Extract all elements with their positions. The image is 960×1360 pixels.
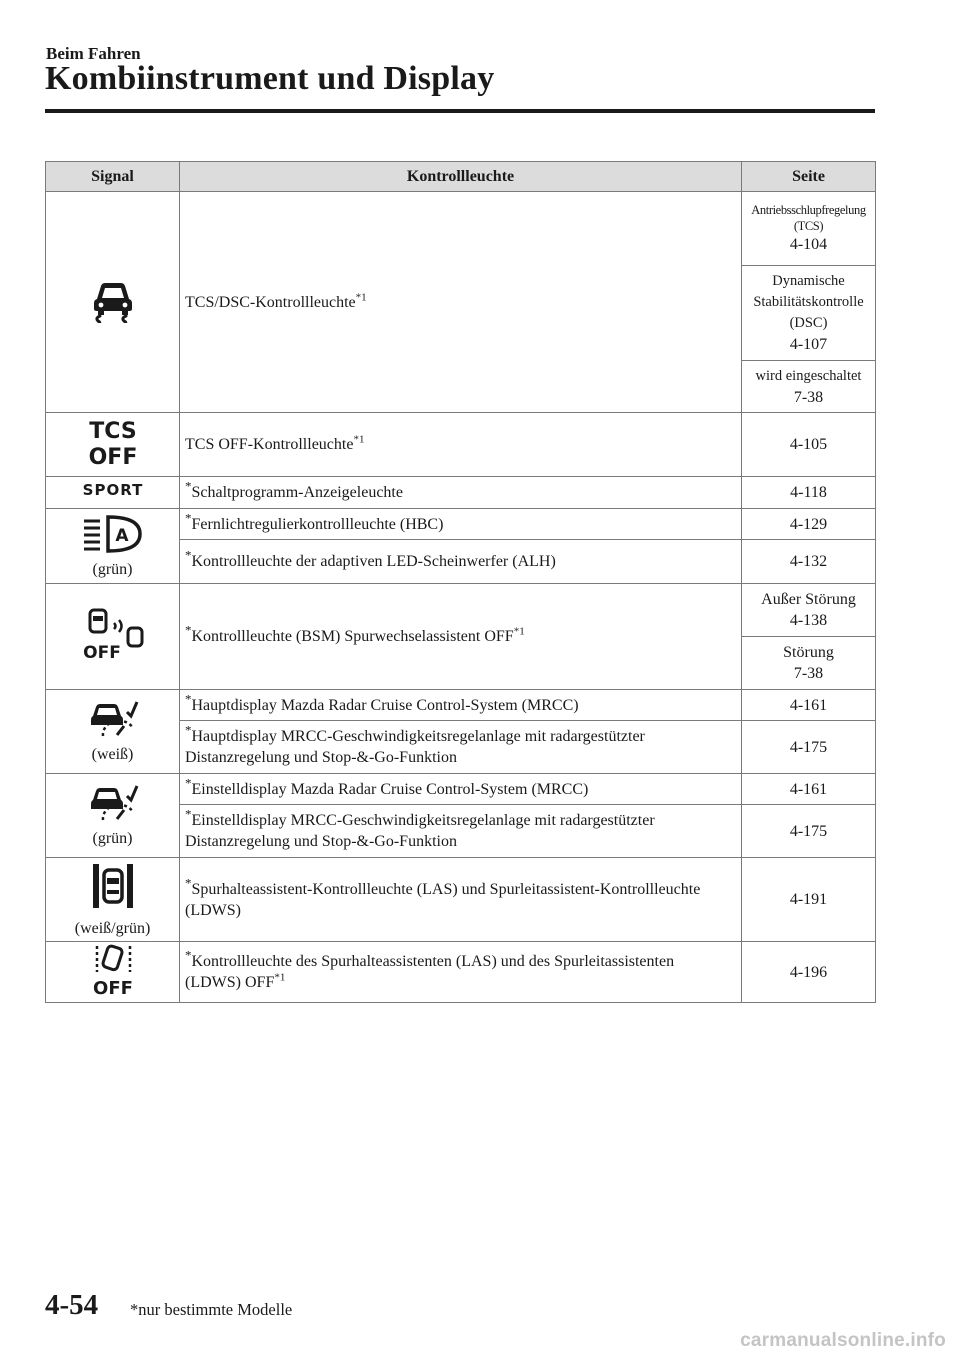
color-caption: (weiß/grün): [74, 920, 151, 937]
color-caption: (grün): [92, 560, 133, 578]
bsm-off-icon-text: OFF: [82, 643, 121, 660]
signal-cell: [46, 858, 180, 942]
tcs-off-icon: [86, 415, 140, 474]
page-note: wird eingeschaltet: [755, 367, 862, 384]
description-cell: [180, 192, 742, 413]
page-ref: 4-191: [742, 858, 876, 942]
footnote-marker: *1: [353, 433, 365, 446]
watermark: carmanualsonline.info: [740, 1330, 946, 1351]
footnote: *nur bestimmte Modelle: [130, 1300, 293, 1319]
description-cell: [180, 805, 742, 858]
sport-label: Schaltprogramm-Anzeigeleuchte: [191, 484, 403, 501]
table-row: [46, 477, 876, 509]
page-ref: 4-196: [742, 942, 876, 1003]
svg-text:A: A: [114, 525, 129, 546]
page-cell: [742, 266, 876, 361]
tcs-off-icon-text-top: TCS: [88, 419, 137, 444]
hbc-label: Fernlichtregulierkontrollleuchte (HBC): [191, 515, 444, 533]
page-note: Dynamische Stabilitätskontrolle (DSC): [753, 273, 864, 331]
table-row: [46, 192, 876, 266]
table-row: [46, 942, 876, 1003]
page-ref: 4-105: [742, 413, 876, 477]
asterisk: *: [185, 947, 192, 963]
asterisk: *: [185, 478, 192, 494]
page-ref: 4-138: [789, 612, 828, 629]
tcs-off-label: TCS OFF-Kontrollleuchte: [185, 436, 354, 453]
header-description: Kontrollleuchte: [180, 162, 742, 192]
header-page: Seite: [742, 162, 876, 192]
page-cell: [742, 584, 876, 637]
traction-control-icon: [88, 277, 138, 328]
asterisk: *: [185, 806, 192, 822]
page-title: Kombiinstrument und Display: [45, 60, 495, 97]
asterisk: *: [185, 722, 192, 738]
asterisk: *: [185, 875, 192, 891]
description-cell: [180, 413, 742, 477]
page-ref: 4-175: [742, 805, 876, 858]
page-note: Außer Störung: [761, 591, 856, 608]
table-header-row: [46, 162, 876, 192]
las-ldws-off-label: Kontrollleuchte des Spurhalteassistenten (LAS) und des Spurleitassistenten (LDWS) OFF: [185, 953, 675, 991]
tcs-dsc-label: TCS/DSC-Kontrollleuchte: [185, 293, 356, 311]
footnote-marker: *1: [513, 625, 525, 638]
asterisk: *: [185, 510, 192, 526]
page-cell: [742, 637, 876, 690]
footnote-marker: *1: [274, 971, 286, 984]
table-row: [46, 690, 876, 721]
page-ref: 4-161: [742, 690, 876, 721]
signal-cell: [46, 413, 180, 477]
signal-cell: [46, 584, 180, 690]
bsm-off-icon: [80, 608, 146, 665]
lane-off-icon-text: OFF: [92, 977, 133, 997]
header-signal: Signal: [46, 162, 180, 192]
page-ref: 4-107: [789, 336, 828, 353]
page-ref: 4-104: [789, 236, 828, 253]
asterisk: *: [185, 547, 192, 563]
description-cell: [180, 942, 742, 1003]
page-ref: 4-161: [742, 774, 876, 805]
color-caption: (weiß): [91, 746, 134, 763]
description-cell: [180, 509, 742, 540]
description-cell: [180, 584, 742, 690]
sport-icon-text: SPORT: [82, 481, 143, 499]
tcs-off-icon-text-bottom: OFF: [88, 445, 137, 469]
las-ldws-label: Spurhalteassistent-Kontrollleuchte (LAS) und Spurleitassistent-Kontrollleuchte (LDWS): [185, 880, 701, 919]
description-cell: [180, 477, 742, 509]
page-note: Störung: [783, 644, 834, 661]
indicator-table: [45, 161, 876, 1003]
asterisk: *: [185, 691, 192, 707]
auto-high-beam-icon: [82, 513, 144, 558]
page-ref: 7-38: [793, 665, 824, 682]
bsm-label: Kontrollleuchte (BSM) Spurwechselassistent OFF: [191, 628, 514, 645]
signal-cell: [46, 192, 180, 413]
lane-keep-icon: [91, 860, 135, 917]
page-number: 4-54: [45, 1289, 99, 1321]
section-label: Beim Fahren: [46, 44, 141, 63]
mrcc-stopgo-main-label: Hauptdisplay MRCC-Geschwindigkeitsregelanlage mit radargestützter Distanzregelung und Stop-&-Go-Funktion: [185, 728, 645, 766]
lane-keep-off-icon: [86, 943, 140, 1002]
page-ref: 4-175: [742, 721, 876, 774]
table-row: [46, 858, 876, 942]
radar-cruise-icon: [87, 782, 139, 827]
page-cell: [742, 192, 876, 266]
table-row: [46, 774, 876, 805]
mrcc-setting-label: Einstelldisplay Mazda Radar Cruise Control-System (MRCC): [191, 780, 589, 798]
asterisk: *: [185, 622, 192, 638]
description-cell: [180, 858, 742, 942]
signal-cell: [46, 774, 180, 858]
signal-cell: [46, 690, 180, 774]
signal-cell: [46, 477, 180, 509]
alh-label: Kontrollleuchte der adaptiven LED-Scheinwerfer (ALH): [191, 553, 556, 570]
page-note: Antriebsschlupfregelung (TCS): [751, 203, 866, 233]
footnote-marker: *1: [355, 291, 367, 304]
table-row: [46, 584, 876, 637]
signal-cell: [46, 509, 180, 584]
description-cell: [180, 721, 742, 774]
page-ref: 4-132: [742, 540, 876, 584]
mrcc-main-label: Hauptdisplay Mazda Radar Cruise Control-System (MRCC): [191, 696, 579, 714]
sport-text-icon: [73, 480, 153, 505]
page-cell: [742, 361, 876, 413]
mrcc-stopgo-setting-label: Einstelldisplay MRCC-Geschwindigkeitsregelanlage mit radargestützter Distanzregelung und Stop-&-Go-Funktion: [185, 812, 655, 850]
table-row: [46, 509, 876, 540]
description-cell: [180, 540, 742, 584]
page-ref: 7-38: [793, 388, 824, 406]
description-cell: [180, 774, 742, 805]
radar-cruise-icon: [87, 698, 139, 743]
page-ref: 4-118: [742, 477, 876, 509]
signal-cell: [46, 942, 180, 1003]
color-caption: (grün): [92, 830, 133, 847]
table-row: [46, 413, 876, 477]
asterisk: *: [185, 775, 192, 791]
page-ref: 4-129: [742, 509, 876, 540]
heading-rule: [45, 109, 875, 113]
description-cell: [180, 690, 742, 721]
